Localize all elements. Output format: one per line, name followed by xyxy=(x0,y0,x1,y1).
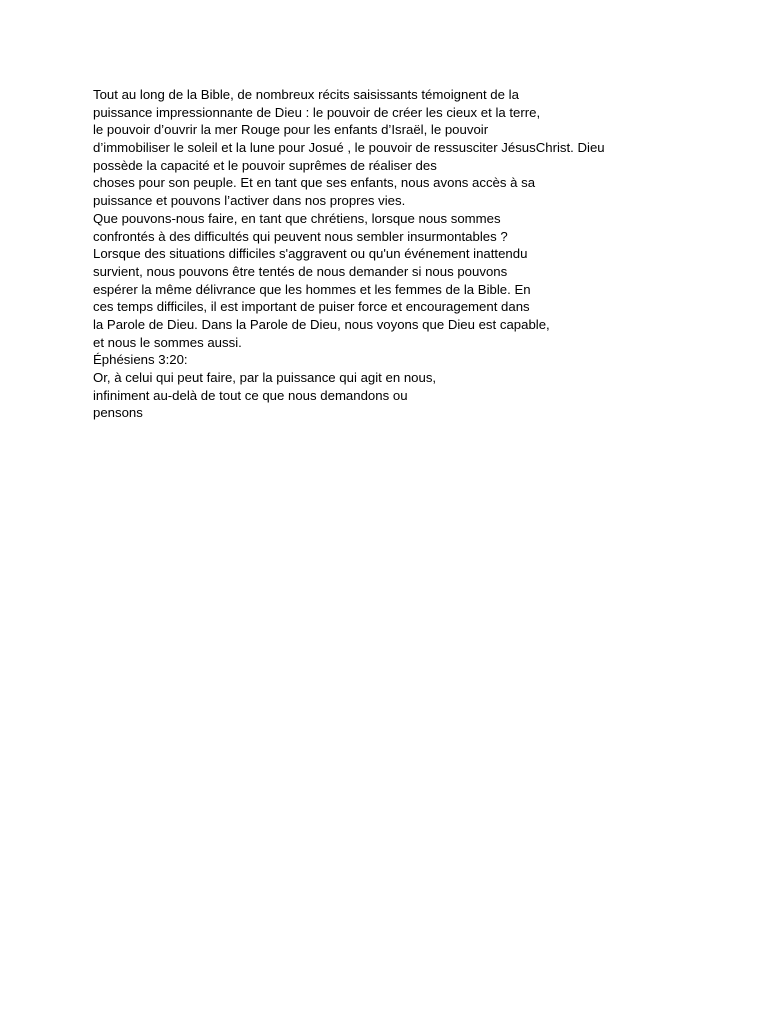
scripture-quote-line: Or, à celui qui peut faire, par la puissance qui agit en nous, xyxy=(93,370,437,385)
text-line: d’immobiliser le soleil et la lune pour Josué , le pouvoir de ressusciter JésusChrist. Dieu xyxy=(93,140,605,156)
text-line: et nous le sommes aussi. xyxy=(93,334,242,350)
text-line: choses pour son peuple. Et en tant que ses enfants, nous avons accès à sa xyxy=(93,175,536,191)
document-body xyxy=(93,86,753,422)
text-line: possède la capacité et le pouvoir suprêmes de réaliser des xyxy=(93,157,437,173)
text-line: espérer la même délivrance que les hommes et les femmes de la Bible. En xyxy=(93,281,531,297)
scripture-quote-line: pensons xyxy=(93,405,143,421)
text-line: survient, nous pouvons être tentés de nous demander si nous pouvons xyxy=(93,263,508,279)
text-line: puissance et pouvons l’activer dans nos propres vies. xyxy=(93,193,406,209)
text-line: la Parole de Dieu. Dans la Parole de Dieu, nous voyons que Dieu est capable, xyxy=(93,316,550,332)
text-line: confrontés à des difficultés qui peuvent nous sembler insurmontables ? xyxy=(93,228,508,244)
text-line: Que pouvons-nous faire, en tant que chrétiens, lorsque nous sommes xyxy=(93,210,501,226)
text-line: le pouvoir d’ouvrir la mer Rouge pour les enfants d’Israël, le pouvoir xyxy=(93,122,489,138)
scripture-quote-line: infiniment au-delà de tout ce que nous demandons ou xyxy=(93,387,408,403)
text-line: puissance impressionnante de Dieu : le pouvoir de créer les cieux et la terre, xyxy=(93,104,541,120)
text-line: Lorsque des situations difficiles s'aggravent ou qu'un événement inattendu xyxy=(93,246,528,262)
text-line: Tout au long de la Bible, de nombreux récits saisissants témoignent de la xyxy=(93,87,519,102)
text-line: ces temps difficiles, il est important de puiser force et encouragement dans xyxy=(93,299,530,315)
scripture-reference: Éphésiens 3:20: xyxy=(93,352,188,368)
